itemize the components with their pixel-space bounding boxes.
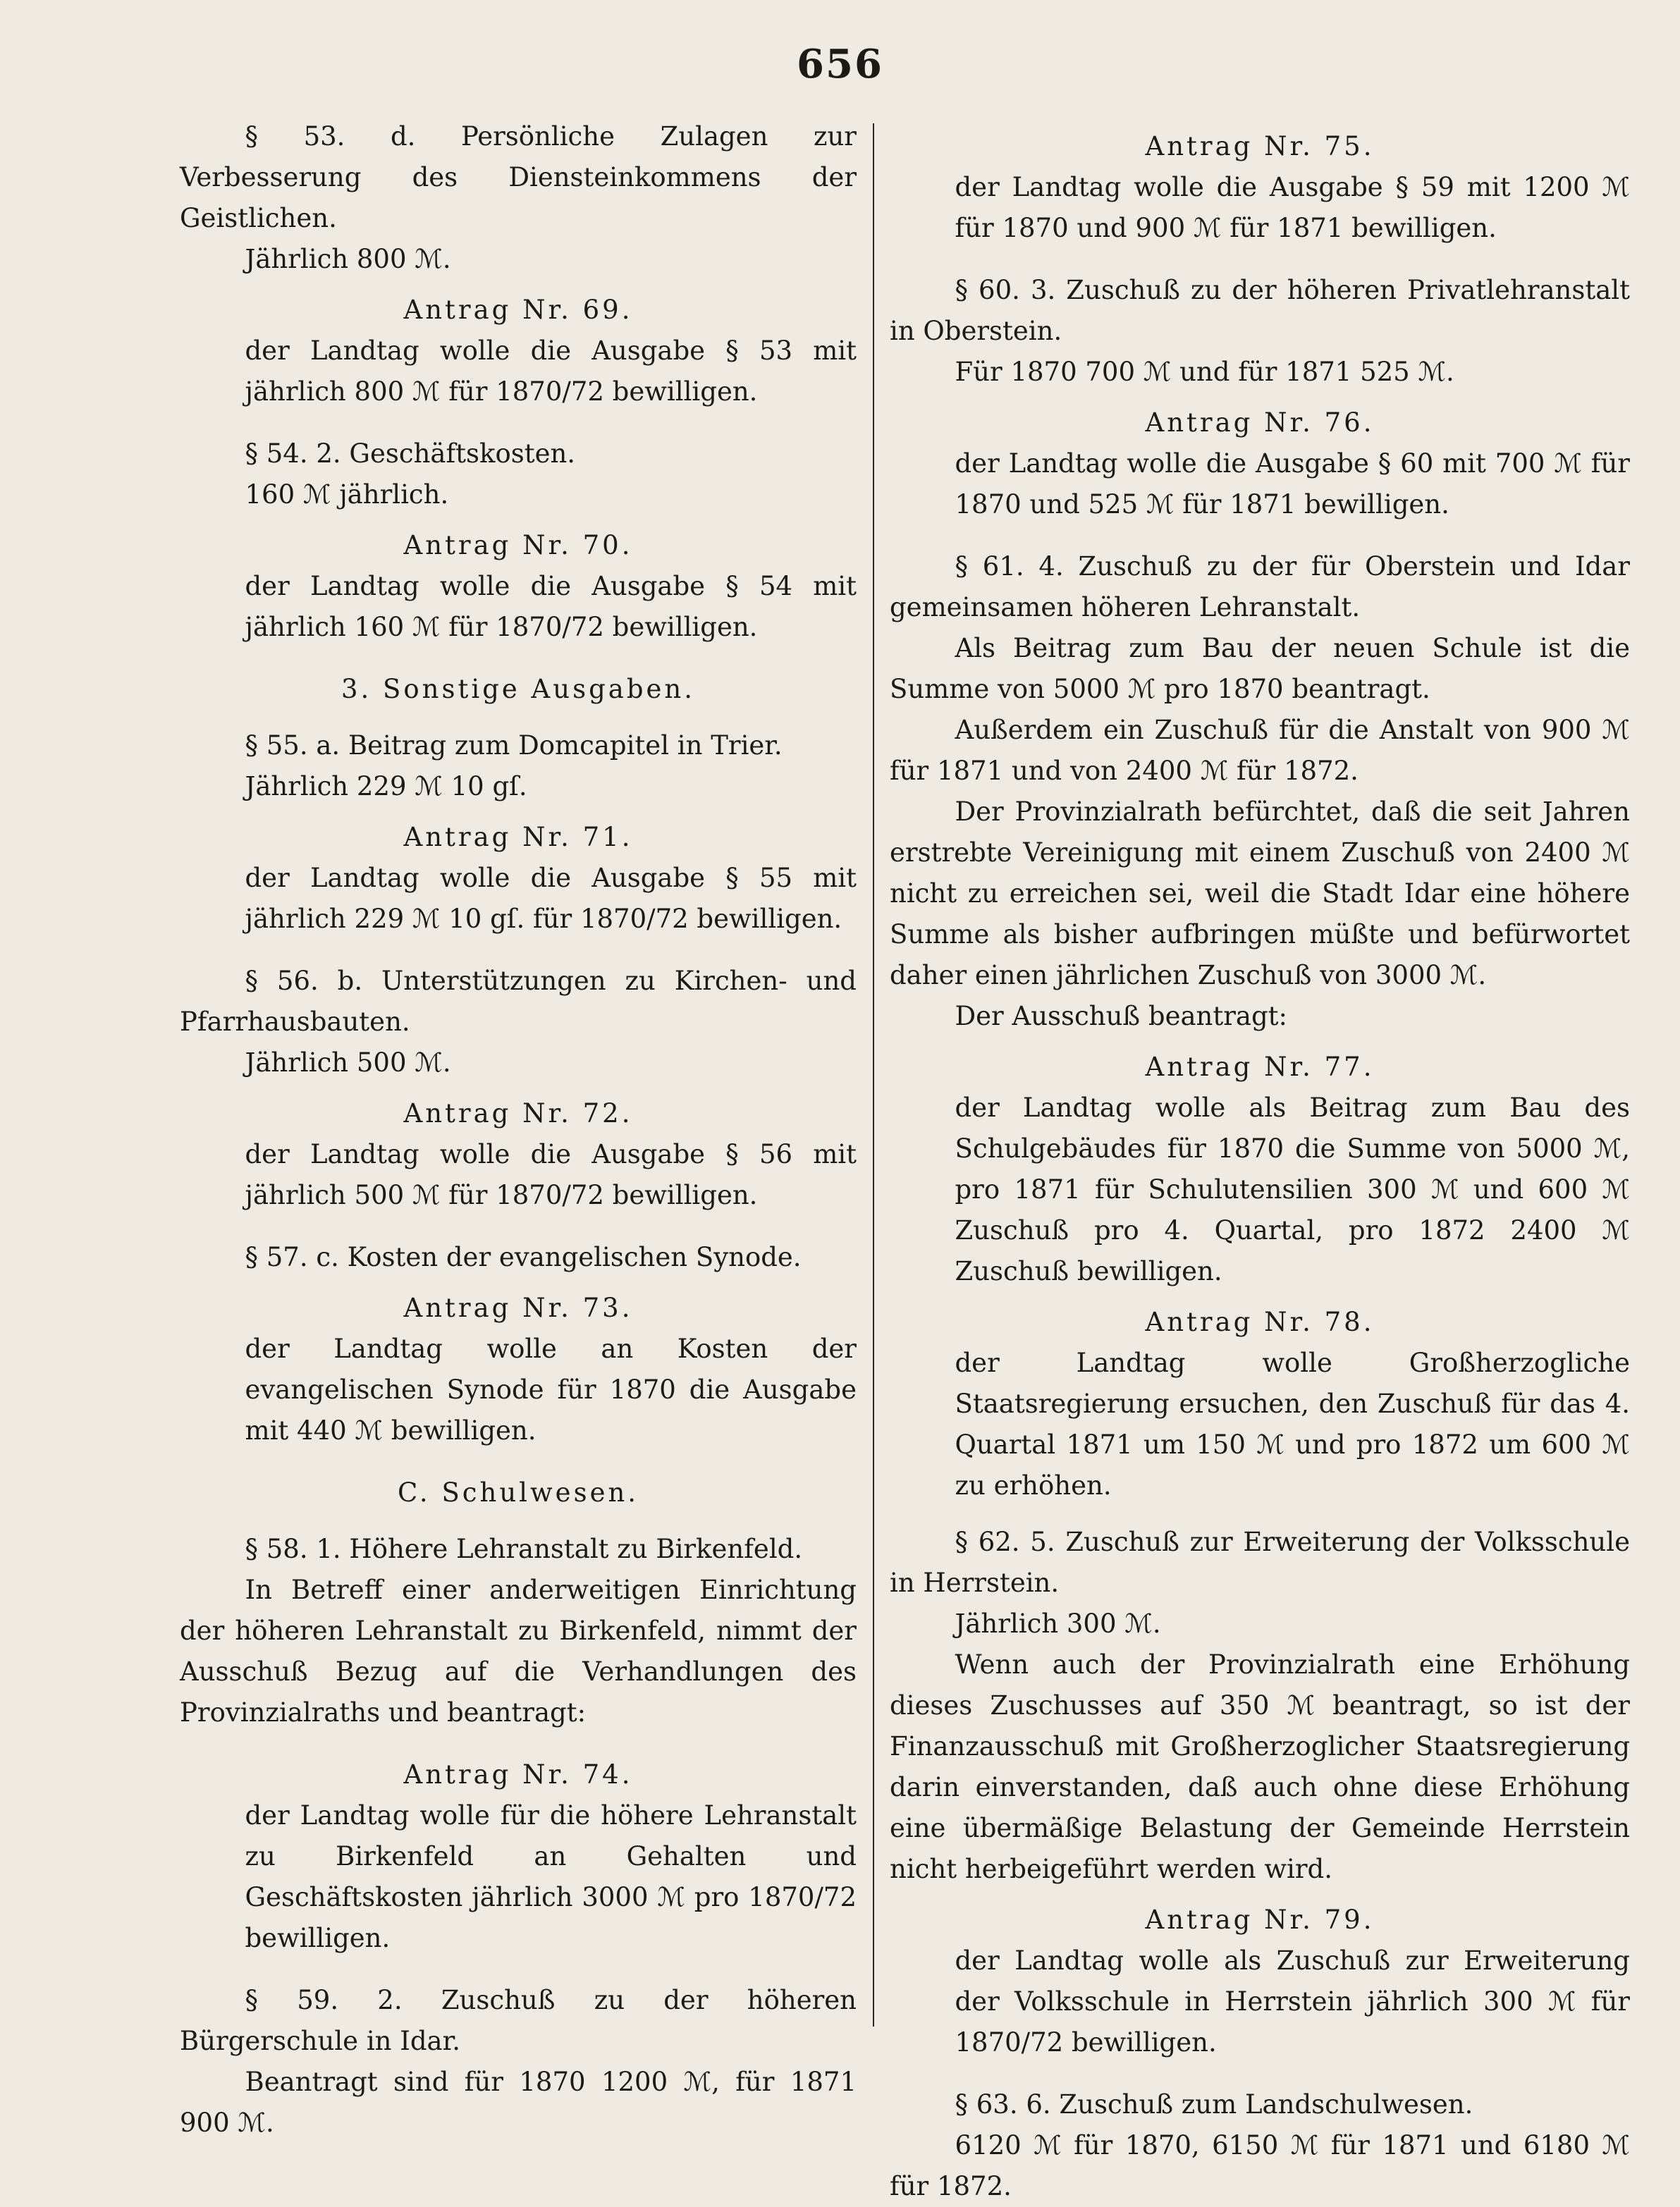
paragraph: der Landtag wolle Großherzogliche Staatsregierung ersuchen, den Zuschuß für das 4. Quartal 1871 um 150 ℳ und pro 1872 um 600 ℳ zu erhöhen. — [955, 1348, 1630, 1501]
paragraph: § 59. 2. Zuschuß zu der höheren Bürgerschule in Idar. — [180, 1985, 857, 2056]
paragraph: der Landtag wolle die Ausgabe § 55 mit jährlich 229 ℳ 10 gſ. für 1870/72 bewilligen. — [245, 863, 857, 934]
paragraph: der Landtag wolle für die höhere Lehranstalt zu Birkenfeld an Gehalten und Geschäftskosten jährlich 3000 ℳ pro 1870/72 bewilligen. — [245, 1800, 857, 1953]
paragraph: § 58. 1. Höhere Lehranstalt zu Birkenfeld. — [245, 1534, 803, 1564]
paragraph: Jährlich 229 ℳ 10 gſ. — [245, 771, 527, 801]
paragraph: § 63. 6. Zuschuß zum Landschulwesen. — [955, 2089, 1473, 2120]
paragraph: 6120 ℳ für 1870, 6150 ℳ für 1871 und 6180 ℳ für 1872. — [890, 2130, 1630, 2201]
section-heading: Antrag Nr. 75. — [1145, 131, 1375, 161]
section-heading: C. Schulwesen. — [397, 1477, 639, 1508]
paragraph: § 54. 2. Geschäftskosten. — [245, 438, 576, 469]
paragraph: der Landtag wolle die Ausgabe § 59 mit 1200 ℳ für 1870 und 900 ℳ für 1871 bewilligen. — [955, 172, 1630, 243]
left-column — [180, 116, 857, 2144]
section-heading: Antrag Nr. 74. — [403, 1759, 633, 1790]
paragraph: Für 1870 700 ℳ und für 1871 525 ℳ. — [955, 357, 1454, 387]
paragraph: Jährlich 800 ℳ. — [245, 244, 451, 274]
paragraph: Der Ausschuß beantragt: — [955, 1001, 1287, 1031]
section-heading: Antrag Nr. 78. — [1145, 1307, 1375, 1337]
paragraph: der Landtag wolle an Kosten der evangelischen Synode für 1870 die Ausgabe mit 440 ℳ bewilligen. — [245, 1334, 857, 1446]
paragraph: § 61. 4. Zuschuß zu der für Oberstein und Idar gemeinsamen höheren Lehranstalt. — [890, 551, 1630, 622]
section-heading: Antrag Nr. 69. — [403, 295, 633, 325]
section-heading: Antrag Nr. 77. — [1145, 1052, 1375, 1082]
paragraph: der Landtag wolle als Beitrag zum Bau des Schulgebäudes für 1870 die Summe von 5000 ℳ, pro 1871 für Schulutensilien 300 ℳ und 600 ℳ Zuschuß pro 4. Quartal, pro 1872 2400 ℳ Zuschuß bewilligen. — [955, 1093, 1630, 1286]
paragraph: Jährlich 300 ℳ. — [955, 1609, 1161, 1639]
paragraph: § 62. 5. Zuschuß zur Erweiterung der Volksschule in Herrstein. — [890, 1527, 1630, 1598]
paragraph: § 57. c. Kosten der evangelischen Synode. — [245, 1242, 802, 1272]
section-heading: Antrag Nr. 71. — [403, 822, 633, 852]
paragraph: Der Provinzialrath befürchtet, daß die seit Jahren erstrebte Vereinigung mit einem Zuschuß von 2400 ℳ nicht zu erreichen sei, weil die Stadt Idar eine höhere Summe als bisher aufbringen müßte und befürwortet daher einen jährlichen Zuschuß von 3000 ℳ. — [890, 797, 1630, 990]
paragraph: Wenn auch der Provinzialrath eine Erhöhung dieses Zuschusses auf 350 ℳ beantragt, so ist der Finanzausschuß mit Großherzoglicher Staatsregierung darin einverstanden, daß auch ohne diese Erhöhung eine übermäßige Belastung der Gemeinde Herrstein nicht herbeigeführt werden wird. — [890, 1649, 1630, 1884]
paragraph: der Landtag wolle als Zuschuß zur Erweiterung der Volksschule in Herrstein jährlich 300 ℳ für 1870/72 bewilligen. — [955, 1945, 1630, 2058]
paragraph: Beantragt sind für 1870 1200 ℳ, für 1871 900 ℳ. — [180, 2067, 857, 2138]
paragraph: der Landtag wolle die Ausgabe § 53 mit jährlich 800 ℳ für 1870/72 bewilligen. — [245, 336, 857, 407]
section-heading: Antrag Nr. 76. — [1145, 407, 1375, 438]
paragraph: In Betreff einer anderweitigen Einrichtung der höheren Lehranstalt zu Birkenfeld, nimmt der Ausschuß Bezug auf die Verhandlungen des Provinzialraths und beantragt: — [180, 1575, 857, 1728]
paragraph: der Landtag wolle die Ausgabe § 56 mit jährlich 500 ℳ für 1870/72 bewilligen. — [245, 1139, 857, 1210]
paragraph: Außerdem ein Zuschuß für die Anstalt von 900 ℳ für 1871 und von 2400 ℳ für 1872. — [890, 715, 1630, 786]
section-heading: Antrag Nr. 73. — [403, 1293, 633, 1323]
section-heading: Antrag Nr. 70. — [403, 530, 633, 560]
paragraph: § 55. a. Beitrag zum Domcapitel in Trier. — [245, 730, 783, 761]
paragraph: der Landtag wolle die Ausgabe § 54 mit jährlich 160 ℳ für 1870/72 bewilligen. — [245, 571, 857, 642]
paragraph: § 60. 3. Zuschuß zu der höheren Privatlehranstalt in Oberstein. — [890, 275, 1630, 346]
column-divider — [873, 123, 874, 2027]
page-number: 656 — [797, 41, 883, 87]
paragraph: der Landtag wolle die Ausgabe § 60 mit 700 ℳ für 1870 und 525 ℳ für 1871 bewilligen. — [955, 448, 1630, 520]
paragraph: Als Beitrag zum Bau der neuen Schule ist die Summe von 5000 ℳ pro 1870 beantragt. — [890, 633, 1630, 704]
paragraph: § 56. b. Unterstützungen zu Kirchen- und Pfarrhausbauten. — [180, 966, 857, 1037]
section-heading: Antrag Nr. 72. — [403, 1098, 633, 1129]
paragraph: § 53. d. Persönliche Zulagen zur Verbesserung des Diensteinkommens der Geistlichen. — [180, 121, 857, 233]
paragraph: Jährlich 500 ℳ. — [245, 1047, 451, 1078]
section-heading: 3. Sonstige Ausgaben. — [341, 674, 695, 704]
section-heading: Antrag Nr. 79. — [1145, 1905, 1375, 1935]
paragraph: 160 ℳ jährlich. — [245, 479, 449, 510]
right-column — [890, 116, 1630, 2207]
